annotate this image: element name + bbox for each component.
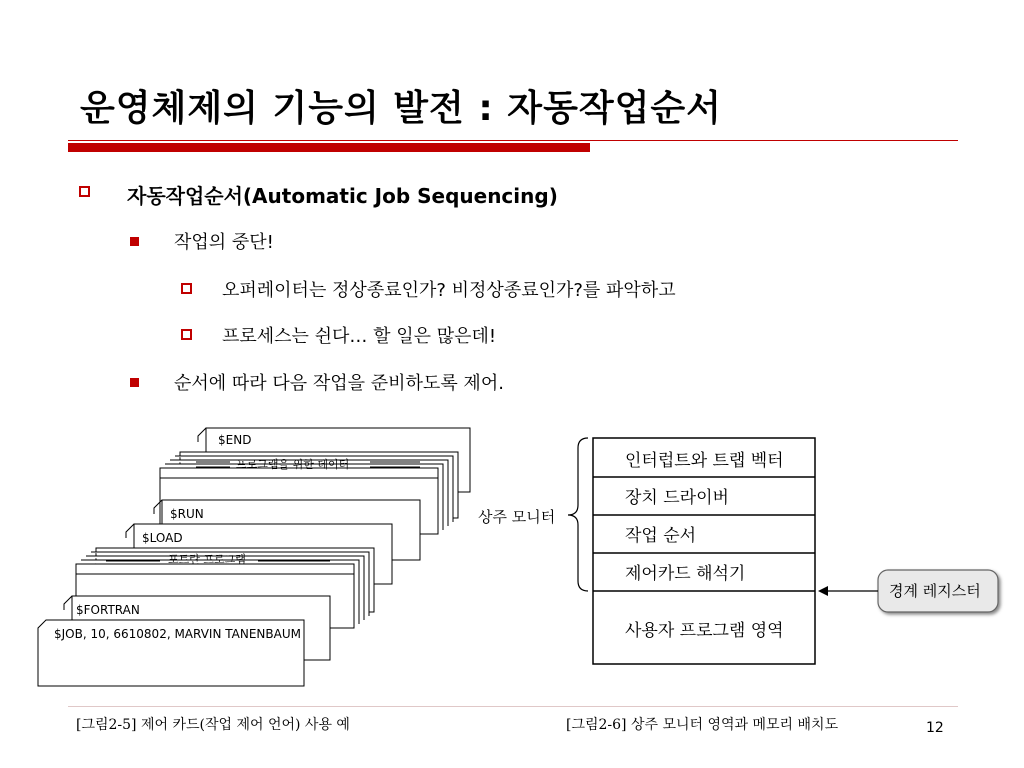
card-fortran-label: $FORTRAN — [76, 603, 140, 617]
figure-caption-2-5: [그림2-5] 제어 카드(작업 제어 언어) 사용 예 — [76, 717, 350, 733]
page-number: 12 — [926, 720, 944, 736]
boundary-register-label: 경계 레지스터 — [889, 582, 981, 600]
resident-monitor-brace — [568, 438, 588, 591]
bullet-job-interrupt: 작업의 중단! — [174, 232, 274, 253]
figure-caption-2-6: [그림2-6] 상주 모니터 영역과 메모리 배치도 — [566, 717, 839, 733]
card-job-label: $JOB, 10, 6610802, MARVIN TANENBAUM — [54, 627, 301, 641]
bullet-sequence-control: 순서에 따라 다음 작업을 준비하도록 제어. — [174, 373, 504, 394]
boundary-arrow-head — [818, 586, 828, 596]
memory-row-user-program-area: 사용자 프로그램 영역 — [625, 621, 784, 641]
bullet-automatic-job-sequencing: 자동작업순서(Automatic Job Sequencing) — [127, 184, 558, 208]
card-fortran-prog-label: 포트란 프로그램 — [168, 553, 246, 566]
memory-row-control-card-interpreter: 제어카드 해석기 — [625, 564, 746, 584]
memory-row-device-driver: 장치 드라이버 — [625, 488, 729, 508]
bullet-process-idle: 프로세스는 쉰다… 할 일은 많은데! — [222, 326, 497, 347]
memory-row-interrupt-vector: 인터럽트와 트랩 벡터 — [625, 451, 784, 471]
memory-row-job-sequence: 작업 순서 — [625, 526, 697, 546]
resident-monitor-label: 상주 모니터 — [478, 508, 556, 526]
bullet-operator-check: 오퍼레이터는 정상종료인가? 비정상종료인가?를 파악하고 — [222, 280, 676, 301]
card-run-label: $RUN — [170, 507, 204, 521]
card-end-label: $END — [218, 433, 252, 447]
footer-rule — [68, 706, 958, 707]
page-title: 운영체제의 기능의 발전 : 자동작업순서 — [80, 88, 722, 129]
card-data-label: 프로그램을 위한 데이터 — [236, 458, 350, 471]
card-load-label: $LOAD — [142, 531, 183, 545]
